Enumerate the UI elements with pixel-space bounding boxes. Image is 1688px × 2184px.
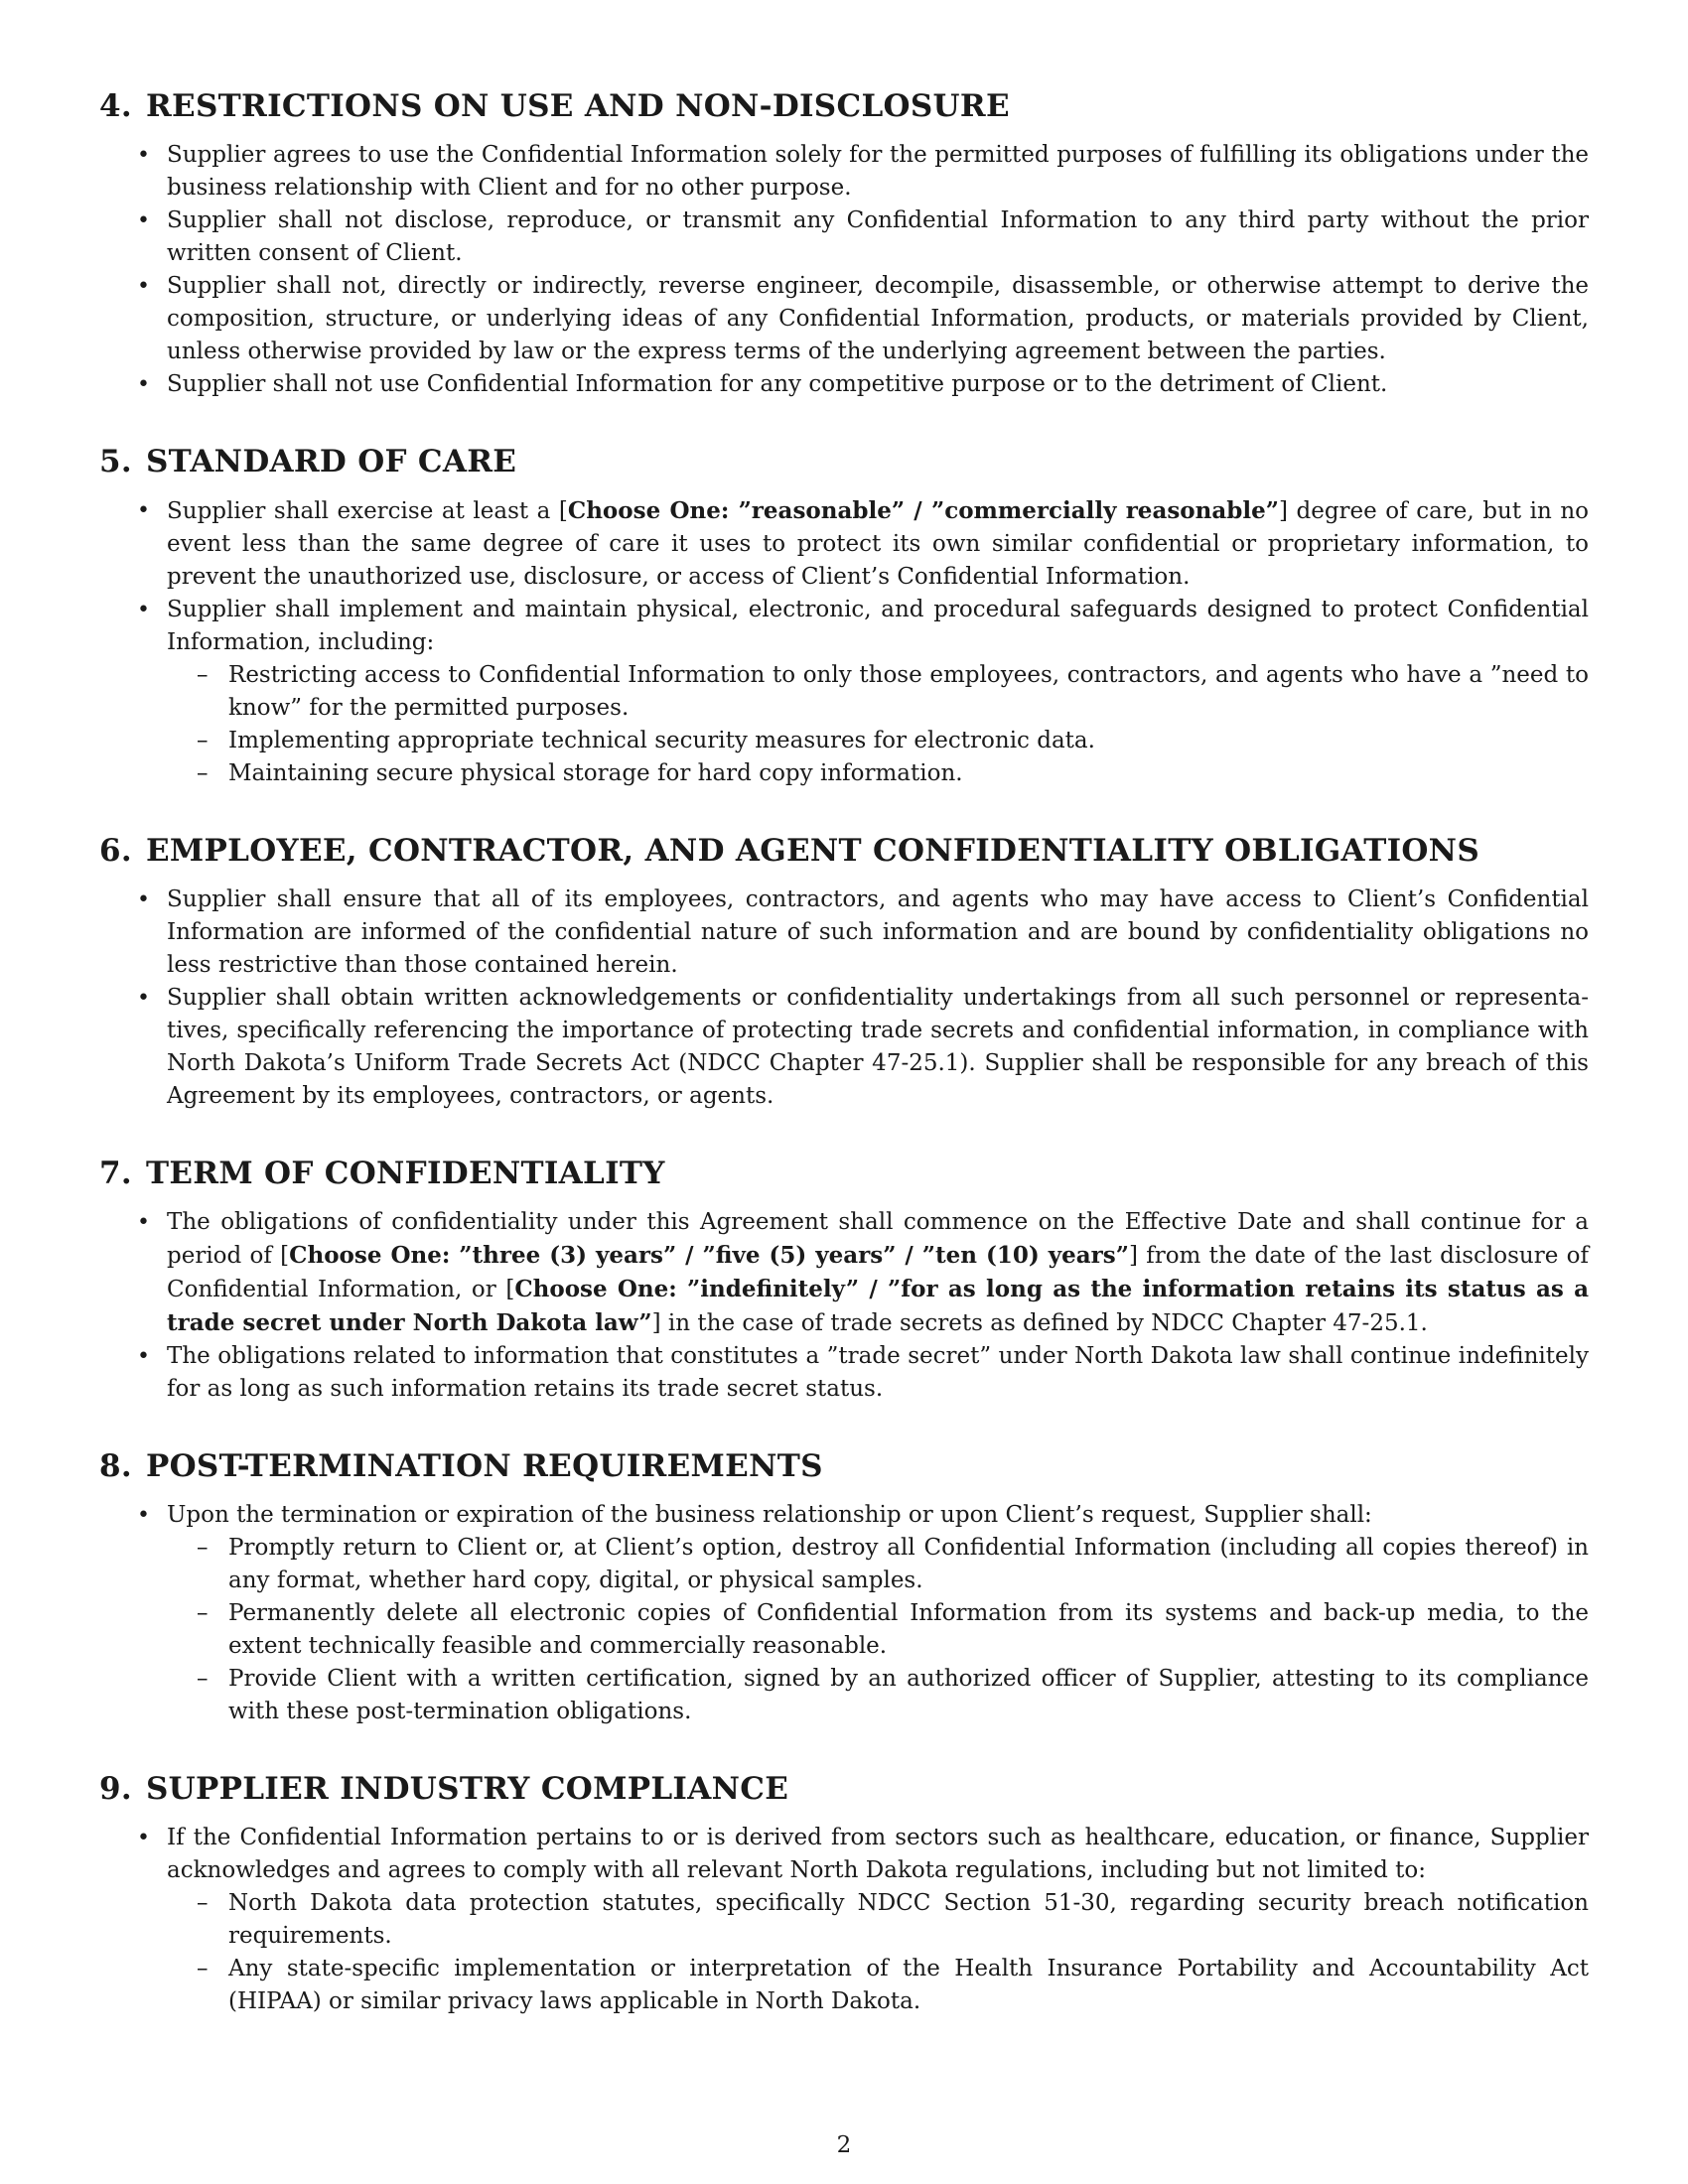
bullet-list xyxy=(99,1822,1589,2018)
list-item: • Supplier shall not, directly or indirectly, reverse engineer, decompile, disassemble, or otherwise attempt to derive the composition, structure, or underlying ideas of any Confidential Information, products, or materials provided by Client, unless otherwise provided by law or the express terms of the underlying agreement between the parties. xyxy=(99,270,1589,368)
sub-list-item: – Restricting access to Confidential Information to only those employees, contractors, and agents who have a ”need to know” for the permitted purposes. xyxy=(167,659,1589,725)
section-7 xyxy=(99,1153,1589,1406)
list-item: • If the Confidential Information pertains to or is derived from sectors such as healthcare, education, or finance, Supplier acknowledges and agrees to comply with all relevant North Dakota regulations, including but not limited to: – North Dakota data protection statutes, specifically NDCC Section 51-30, regarding security breach notification requirements. – Any state-specific implementation or interpretation of the Health Insurance Portability and Accountability Act (HIPAA) or similar privacy laws applicable in North Dakota. xyxy=(99,1822,1589,2018)
list-item: • Supplier shall implement and maintain physical, electronic, and procedural safeguards designed to protect Confidential Information, including: – Restricting access to Confidential Information to only those employees, contractors, and agents who have a ”need to know” for the permitted purposes. – Implementing appropriate technical security measures for electronic data. – Maintaining secure physical storage for hard copy information. xyxy=(99,594,1589,790)
bullet-list xyxy=(99,884,1589,1113)
sub-list-item: – Implementing appropriate technical security measures for electronic data. xyxy=(167,725,1589,757)
list-item: • Supplier shall ensure that all of its employees, contractors, and agents who may have access to Client’s Confidential Information are informed of the confidential nature of such information and are bound by confidentiality obligations no less restrictive than those contained herein. xyxy=(99,884,1589,982)
sub-list xyxy=(167,659,1589,790)
list-item: • The obligations related to information that constitutes a ”trade secret” under North Dakota law shall continue indefinitely for as long as such information retains its trade secret status. xyxy=(99,1340,1589,1406)
bullet-list xyxy=(99,139,1589,401)
list-item: • Supplier shall exercise at least a [Choose One: ”reasonable” / ”commercially reasonable”] degree of care, but in no event less than the same degree of care it uses to protect its own similar confidential or proprietary information, to prevent the unauthorized use, disclosure, or access of Client’s Confidential Information. xyxy=(99,494,1589,594)
list-item: • Supplier agrees to use the Confidential Information solely for the permitted purposes of fulfilling its obligations under the business relationship with Client and for no other purpose. xyxy=(99,139,1589,205)
list-item: • Supplier shall not disclose, reproduce, or transmit any Confidential Information to any third party without the prior written consent of Client. xyxy=(99,205,1589,270)
section-8 xyxy=(99,1445,1589,1728)
document-page xyxy=(99,85,1589,2058)
section-5 xyxy=(99,441,1589,790)
section-heading: 8. POST-TERMINATION REQUIREMENTS xyxy=(99,1448,823,1484)
sub-list xyxy=(167,1532,1589,1728)
section-heading: 5. STANDARD OF CARE xyxy=(99,444,517,479)
sub-list-item: – Any state-specific implementation or interpretation of the Health Insurance Portability and Accountability Act (HIPAA) or similar privacy laws applicable in North Dakota. xyxy=(167,1953,1589,2018)
section-4 xyxy=(99,85,1589,401)
sub-list-item: – North Dakota data protection statutes, specifically NDCC Section 51-30, regarding security breach notification requirements. xyxy=(167,1887,1589,1953)
choice-placeholder: Choose One: ”three (3) years” / ”five (5) years” / ”ten (10) years” xyxy=(289,1242,1129,1269)
list-item: • The obligations of confidentiality under this Agreement shall commence on the Effective Date and shall continue for a period of [Choose One: ”three (3) years” / ”five (5) years” / ”ten (10) years”] from the date of the last disclosure of Confidential Information, or [Choose One: ”indefinitely” / ”for as long as the information retains its status as a trade secret under North Dakota law”] in the case of trade secrets as defined by NDCC Chapter 47-25.1. xyxy=(99,1206,1589,1340)
section-heading: 4. RESTRICTIONS ON USE AND NON-DISCLOSURE xyxy=(99,88,1010,124)
page-number: 2 xyxy=(836,2132,852,2158)
sub-list-item: – Promptly return to Client or, at Client’s option, destroy all Confidential Information (including all copies thereof) in any format, whether hard copy, digital, or physical samples. xyxy=(167,1532,1589,1597)
sub-list-item: – Provide Client with a written certification, signed by an authorized officer of Supplier, attesting to its compliance with these post-termination obligations. xyxy=(167,1663,1589,1728)
section-heading: 7. TERM OF CONFIDENTIALITY xyxy=(99,1156,665,1191)
section-heading: 6. EMPLOYEE, CONTRACTOR, AND AGENT CONFIDENTIALITY OBLIGATIONS xyxy=(99,833,1480,869)
sub-list-item: – Maintaining secure physical storage for hard copy information. xyxy=(167,757,1589,790)
section-6 xyxy=(99,830,1589,1113)
sub-list xyxy=(167,1887,1589,2018)
sub-list-item: – Permanently delete all electronic copies of Confidential Information from its systems and back-up media, to the extent technically feasible and commercially reasonable. xyxy=(167,1597,1589,1663)
choice-placeholder: Choose One: ”reasonable” / ”commercially reasonable” xyxy=(567,497,1279,524)
list-item: • Upon the termination or expiration of the business relationship or upon Client’s request, Supplier shall: – Promptly return to Client or, at Client’s option, destroy all Confidential Information (including all copies thereof) in any format, whether hard copy, digital, or physical samples. – Permanently delete all electronic copies of Confidential Information from its systems and back-up media, to the extent technically feasible and commercially reasonable. – Provide Client with a written certification, signed by an authorized officer of Supplier, attesting to its compliance with these post-termination obligations. xyxy=(99,1499,1589,1728)
list-item: • Supplier shall not use Confidential Information for any competitive purpose or to the detriment of Client. xyxy=(99,368,1589,401)
list-item: • Supplier shall obtain written acknowledgements or confidentiality undertakings from all such personnel or representatives, specifically referencing the importance of protecting trade secrets and confidential information, in compliance with North Dakota’s Uniform Trade Secrets Act (NDCC Chapter 47-25.1). Supplier shall be responsible for any breach of this Agreement by its employees, contractors, or agents. xyxy=(99,982,1589,1113)
bullet-list xyxy=(99,1206,1589,1406)
bullet-list xyxy=(99,1499,1589,1728)
choice-placeholder: Choose One: ”indefinitely” / ”for as long as the information retains its status as a trade secret under North Dakota law” xyxy=(167,1276,1589,1336)
section-heading: 9. SUPPLIER INDUSTRY COMPLIANCE xyxy=(99,1771,789,1807)
section-9 xyxy=(99,1768,1589,2018)
bullet-list xyxy=(99,494,1589,790)
